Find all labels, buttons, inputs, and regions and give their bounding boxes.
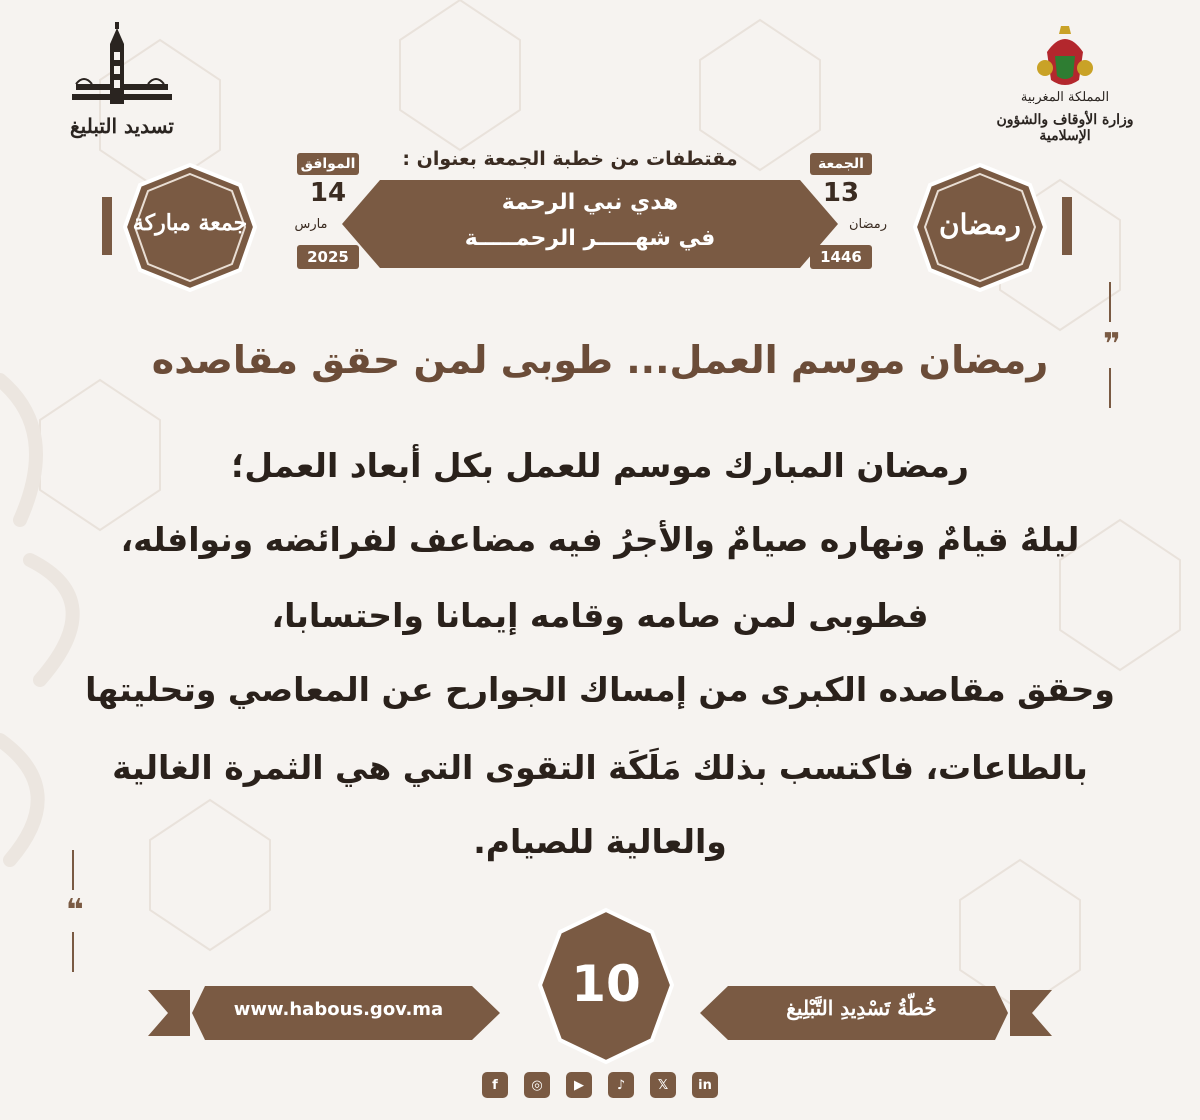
- hijri-month: رمضان: [848, 217, 888, 232]
- sermon-title-line2: في شهـــــر الرحمـــــة: [464, 226, 716, 251]
- ministry-country: المملكة المغربية: [1020, 90, 1110, 105]
- body-line-2: ليلهُ قيامٌ ونهاره صيامٌ والأجرُ فيه مضاعف لفرائضه ونوافله،: [120, 520, 1080, 559]
- gregorian-year: 2025: [297, 245, 359, 269]
- gregorian-label: الموافق: [297, 153, 359, 175]
- plan-label: خُطّةُ تَسْدِيدِ التَّبْلِيغ: [786, 996, 937, 1020]
- episode-number: 10: [571, 955, 641, 1013]
- headline: رمضان موسم العمل... طوبى لمن حقق مقاصده: [151, 338, 1049, 382]
- juma-mubaraka-label: جمعة مباركة: [132, 210, 248, 236]
- hijri-label: الجمعة: [810, 153, 872, 175]
- quote-ornament-top: ❞: [1103, 282, 1117, 408]
- sermon-intro: مقتطفات من خطبة الجمعة بعنوان :: [402, 148, 738, 170]
- body-line-4: وحقق مقاصده الكبرى من إمساك الجوارح عن المعاصي وتحليتها: [85, 670, 1115, 709]
- body-line-6: والعالية للصيام.: [473, 822, 727, 861]
- instagram-icon[interactable]: ◎: [524, 1072, 550, 1098]
- website-link[interactable]: www.habous.gov.ma: [233, 999, 444, 1020]
- linkedin-icon[interactable]: in: [692, 1072, 718, 1098]
- ministry-name: وزارة الأوقاف والشؤون الإسلامية: [996, 112, 1134, 144]
- gregorian-month: مارس: [294, 217, 328, 232]
- youtube-icon[interactable]: ▶: [566, 1072, 592, 1098]
- quote-ornament-bottom: ❝: [66, 850, 80, 972]
- body-line-5: بالطاعات، فاكتسب بذلك مَلَكَة التقوى التي هي الثمرة الغالية: [112, 748, 1088, 787]
- facebook-icon[interactable]: f: [482, 1072, 508, 1098]
- body-line-3: فطوبى لمن صامه وقامه إيمانا واحتسابا،: [271, 596, 929, 635]
- ramadan-label: رمضان: [939, 208, 1021, 241]
- hijri-day: 13: [822, 178, 860, 208]
- hijri-year: 1446: [810, 245, 872, 269]
- tasdid-logo-caption: تسديد التبليغ: [70, 114, 174, 138]
- gregorian-day: 14: [309, 178, 347, 208]
- sermon-title-line1: هدي نبي الرحمة: [501, 190, 679, 215]
- body-line-1: رمضان المبارك موسم للعمل بكل أبعاد العمل؛: [231, 446, 969, 485]
- tiktok-icon[interactable]: ♪: [608, 1072, 634, 1098]
- x-icon[interactable]: 𝕏: [650, 1072, 676, 1098]
